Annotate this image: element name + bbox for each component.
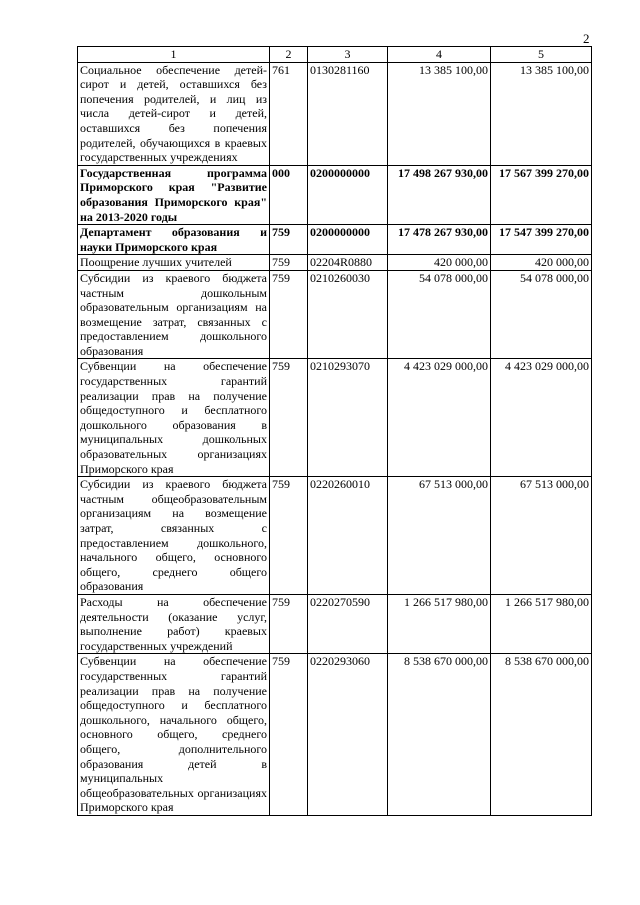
table-row [78, 594, 592, 653]
department-code: 761 [270, 62, 308, 165]
department-code: 759 [270, 255, 308, 271]
target-article: 0200000000 [308, 225, 388, 255]
expense-name: Субвенции на обеспечение государственных гарантий реализации прав на получение общедоступного и бесплатного дошкольного, начального общего, основного общего, среднего общего, дополнительного образования детей в муниципальных общеобразовательных организациях Приморского края [78, 654, 270, 816]
amount-year-2: 8 538 670 000,00 [491, 654, 592, 816]
target-article: 0200000000 [308, 165, 388, 224]
amount-year-2: 17 567 399 270,00 [491, 165, 592, 224]
department-name: Департамент образования и науки Приморского края [78, 225, 270, 255]
program-name: Государственная программа Приморского края "Развитие образования Приморского края" на 2013-2020 годы [78, 165, 270, 224]
amount-year-1: 420 000,00 [388, 255, 491, 271]
department-code: 759 [270, 270, 308, 359]
amount-year-2: 54 078 000,00 [491, 270, 592, 359]
amount-year-1: 4 423 029 000,00 [388, 359, 491, 477]
department-code: 759 [270, 594, 308, 653]
amount-year-2: 17 547 399 270,00 [491, 225, 592, 255]
department-code: 759 [270, 359, 308, 477]
expense-name: Субсидии из краевого бюджета частным дошкольным образовательным организациям на возмещение затрат, связанных с предоставлением дошкольного образования [78, 270, 270, 359]
amount-year-2: 13 385 100,00 [491, 62, 592, 165]
department-code: 000 [270, 165, 308, 224]
expense-name: Субвенции на обеспечение государственных гарантий реализации прав на получение общедоступного и бесплатного дошкольного образования в муниципальных дошкольных образовательных организациях Приморского края [78, 359, 270, 477]
column-header: 2 [270, 47, 308, 63]
amount-year-1: 13 385 100,00 [388, 62, 491, 165]
target-article: 0220260010 [308, 477, 388, 595]
amount-year-2: 1 266 517 980,00 [491, 594, 592, 653]
page-number: 2 [583, 31, 590, 46]
table-row [78, 165, 592, 224]
expense-name: Субсидии из краевого бюджета частным общеобразовательным организациям на возмещение затрат, связанных с предоставлением дошкольного, начального общего, основного общего, среднего общего образования [78, 477, 270, 595]
column-header: 1 [78, 47, 270, 63]
target-article: 0220270590 [308, 594, 388, 653]
amount-year-1: 8 538 670 000,00 [388, 654, 491, 816]
amount-year-2: 67 513 000,00 [491, 477, 592, 595]
table-header-row [78, 47, 592, 63]
department-code: 759 [270, 654, 308, 816]
expense-name: Расходы на обеспечение деятельности (оказание услуг, выполнение работ) краевых государственных учреждений [78, 594, 270, 653]
table-row [78, 270, 592, 359]
column-header: 5 [491, 47, 592, 63]
department-code: 759 [270, 477, 308, 595]
target-article: 02204R0880 [308, 255, 388, 271]
department-code: 759 [270, 225, 308, 255]
target-article: 0210260030 [308, 270, 388, 359]
amount-year-1: 17 498 267 930,00 [388, 165, 491, 224]
table-row [78, 255, 592, 271]
budget-table [77, 46, 592, 816]
amount-year-1: 1 266 517 980,00 [388, 594, 491, 653]
table-row [78, 477, 592, 595]
amount-year-1: 67 513 000,00 [388, 477, 491, 595]
table-row [78, 654, 592, 816]
amount-year-1: 17 478 267 930,00 [388, 225, 491, 255]
expense-name: Поощрение лучших учителей [78, 255, 270, 271]
table-row [78, 225, 592, 255]
expense-name: Социальное обеспечение детей-сирот и детей, оставшихся без попечения родителей, и лиц из числа детей-сирот и детей, оставшихся без попечения родителей, обучающихся в краевых государственных учреждениях [78, 62, 270, 165]
target-article: 0210293070 [308, 359, 388, 477]
column-header: 3 [308, 47, 388, 63]
amount-year-1: 54 078 000,00 [388, 270, 491, 359]
column-header: 4 [388, 47, 491, 63]
table-row [78, 359, 592, 477]
table-row [78, 62, 592, 165]
amount-year-2: 4 423 029 000,00 [491, 359, 592, 477]
target-article: 0130281160 [308, 62, 388, 165]
amount-year-2: 420 000,00 [491, 255, 592, 271]
target-article: 0220293060 [308, 654, 388, 816]
